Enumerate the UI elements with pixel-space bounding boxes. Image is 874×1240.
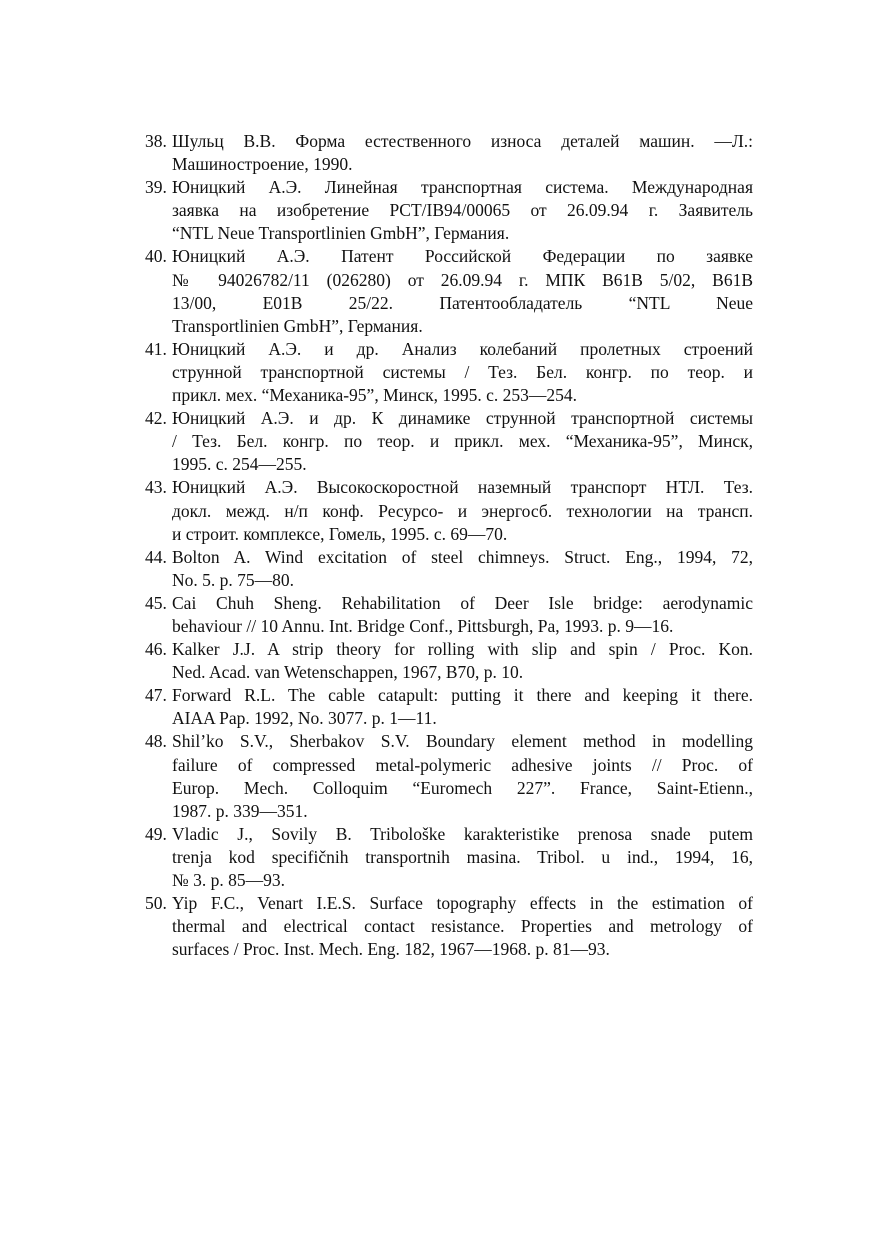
reference-number: 45. [145, 592, 167, 613]
reference-text-line: 1995. с. 254—255. [172, 454, 307, 475]
reference-number: 46. [145, 639, 167, 660]
reference-item [145, 638, 753, 684]
reference-text-line: Юницкий А.Э. Высокоскоростной наземный транспорт НТЛ. Тез. [172, 477, 753, 498]
reference-text-line: Ned. Acad. van Wetenschappen, 1967, B70, p. 10. [172, 662, 524, 683]
reference-text-line: № 94026782/11 (026280) от 26.09.94 г. МПК B61B 5/02, B61B [172, 269, 753, 290]
reference-number: 47. [145, 685, 167, 706]
reference-text-line: Vladic J., Sovily B. Tribološke karakteristike prenosa snade putem [172, 823, 753, 844]
reference-number: 43. [145, 477, 167, 498]
reference-text-line: Europ. Mech. Colloquim “Euromech 227”. France, Saint-Etienn., [172, 777, 753, 798]
reference-list [145, 130, 753, 961]
reference-text-line: Юницкий А.Э. и др. Анализ колебаний пролетных строений [172, 338, 753, 359]
reference-text-line: Forward R.L. The cable catapult: putting it there and keeping it there. [172, 685, 753, 706]
reference-text-line: Юницкий А.Э. Линейная транспортная система. Международная [172, 177, 753, 198]
reference-text-line: “NTL Neue Transportlinien GmbH”, Германия. [172, 223, 510, 244]
reference-item [145, 823, 753, 892]
reference-number: 50. [145, 893, 167, 914]
reference-text-line: 1987. p. 339—351. [172, 800, 308, 821]
reference-text-line: No. 5. p. 75—80. [172, 569, 295, 590]
reference-item [145, 176, 753, 245]
reference-text-line: behaviour // 10 Annu. Int. Bridge Conf., Pittsburgh, Pa, 1993. p. 9—16. [172, 615, 674, 636]
reference-item [145, 684, 753, 730]
reference-item [145, 476, 753, 545]
reference-text-line: Юницкий А.Э. и др. К динамике струнной транспортной системы [172, 408, 753, 429]
reference-text-line: докл. межд. н/п конф. Ресурсо- и энергосб. технологии на трансп. [172, 500, 753, 521]
reference-text-line: Шульц В.В. Форма естественного износа деталей машин. —Л.: [172, 131, 753, 151]
reference-text-line: AIAA Pap. 1992, No. 3077. p. 1—11. [172, 708, 437, 729]
reference-text-line: trenja kod specifičnih transportnih masina. Tribol. u ind., 1994, 16, [172, 846, 753, 867]
reference-text-line: 13/00, E01B 25/22. Патентообладатель “NTL Neue [172, 292, 753, 313]
reference-text-line: Юницкий А.Э. Патент Российской Федерации по заявке [172, 246, 753, 267]
reference-item [145, 546, 753, 592]
reference-number: 39. [145, 177, 167, 198]
reference-item [145, 730, 753, 822]
reference-number: 41. [145, 338, 167, 359]
reference-number: 40. [145, 246, 167, 267]
reference-text-line: failure of compressed metal-polymeric adhesive joints // Proc. of [172, 754, 753, 775]
reference-text-line: № 3. p. 85—93. [172, 870, 285, 890]
reference-text-line: Kalker J.J. A strip theory for rolling with slip and spin / Proc. Kon. [172, 639, 753, 660]
reference-text-line: струнной транспортной системы / Тез. Бел. конгр. по теор. и [172, 361, 753, 382]
reference-text-line: surfaces / Proc. Inst. Mech. Eng. 182, 1967—1968. p. 81—93. [172, 939, 610, 960]
reference-number: 49. [145, 823, 167, 844]
reference-item [145, 245, 753, 337]
reference-text-line: / Тез. Бел. конгр. по теор. и прикл. мех. “Механика-95”, Минск, [172, 431, 753, 452]
reference-number: 38. [145, 131, 167, 151]
reference-text-line: Shil’ko S.V., Sherbakov S.V. Boundary element method in modelling [172, 731, 753, 752]
reference-number: 44. [145, 546, 167, 567]
reference-text-line: Cai Chuh Sheng. Rehabilitation of Deer Isle bridge: aerodynamic [172, 592, 753, 613]
reference-text-line: и строит. комплексе, Гомель, 1995. с. 69—70. [172, 523, 508, 544]
reference-text-line: заявка на изобретение PCT/IB94/00065 от 26.09.94 г. Заявитель [172, 200, 753, 221]
reference-item [145, 338, 753, 407]
reference-text-line: Yip F.C., Venart I.E.S. Surface topography effects in the estimation of [172, 893, 753, 914]
reference-number: 48. [145, 731, 167, 752]
reference-item [145, 130, 753, 176]
reference-text-line: Transportlinien GmbH”, Германия. [172, 315, 423, 336]
reference-item [145, 592, 753, 638]
reference-text-line: прикл. мех. “Механика-95”, Минск, 1995. с. 253—254. [172, 385, 578, 406]
reference-number: 42. [145, 408, 167, 429]
reference-item [145, 892, 753, 961]
reference-text-line: Машиностроение, 1990. [172, 154, 353, 175]
reference-text-line: thermal and electrical contact resistance. Properties and metrology of [172, 916, 753, 937]
reference-item [145, 407, 753, 476]
reference-text-line: Bolton A. Wind excitation of steel chimneys. Struct. Eng., 1994, 72, [172, 546, 753, 567]
